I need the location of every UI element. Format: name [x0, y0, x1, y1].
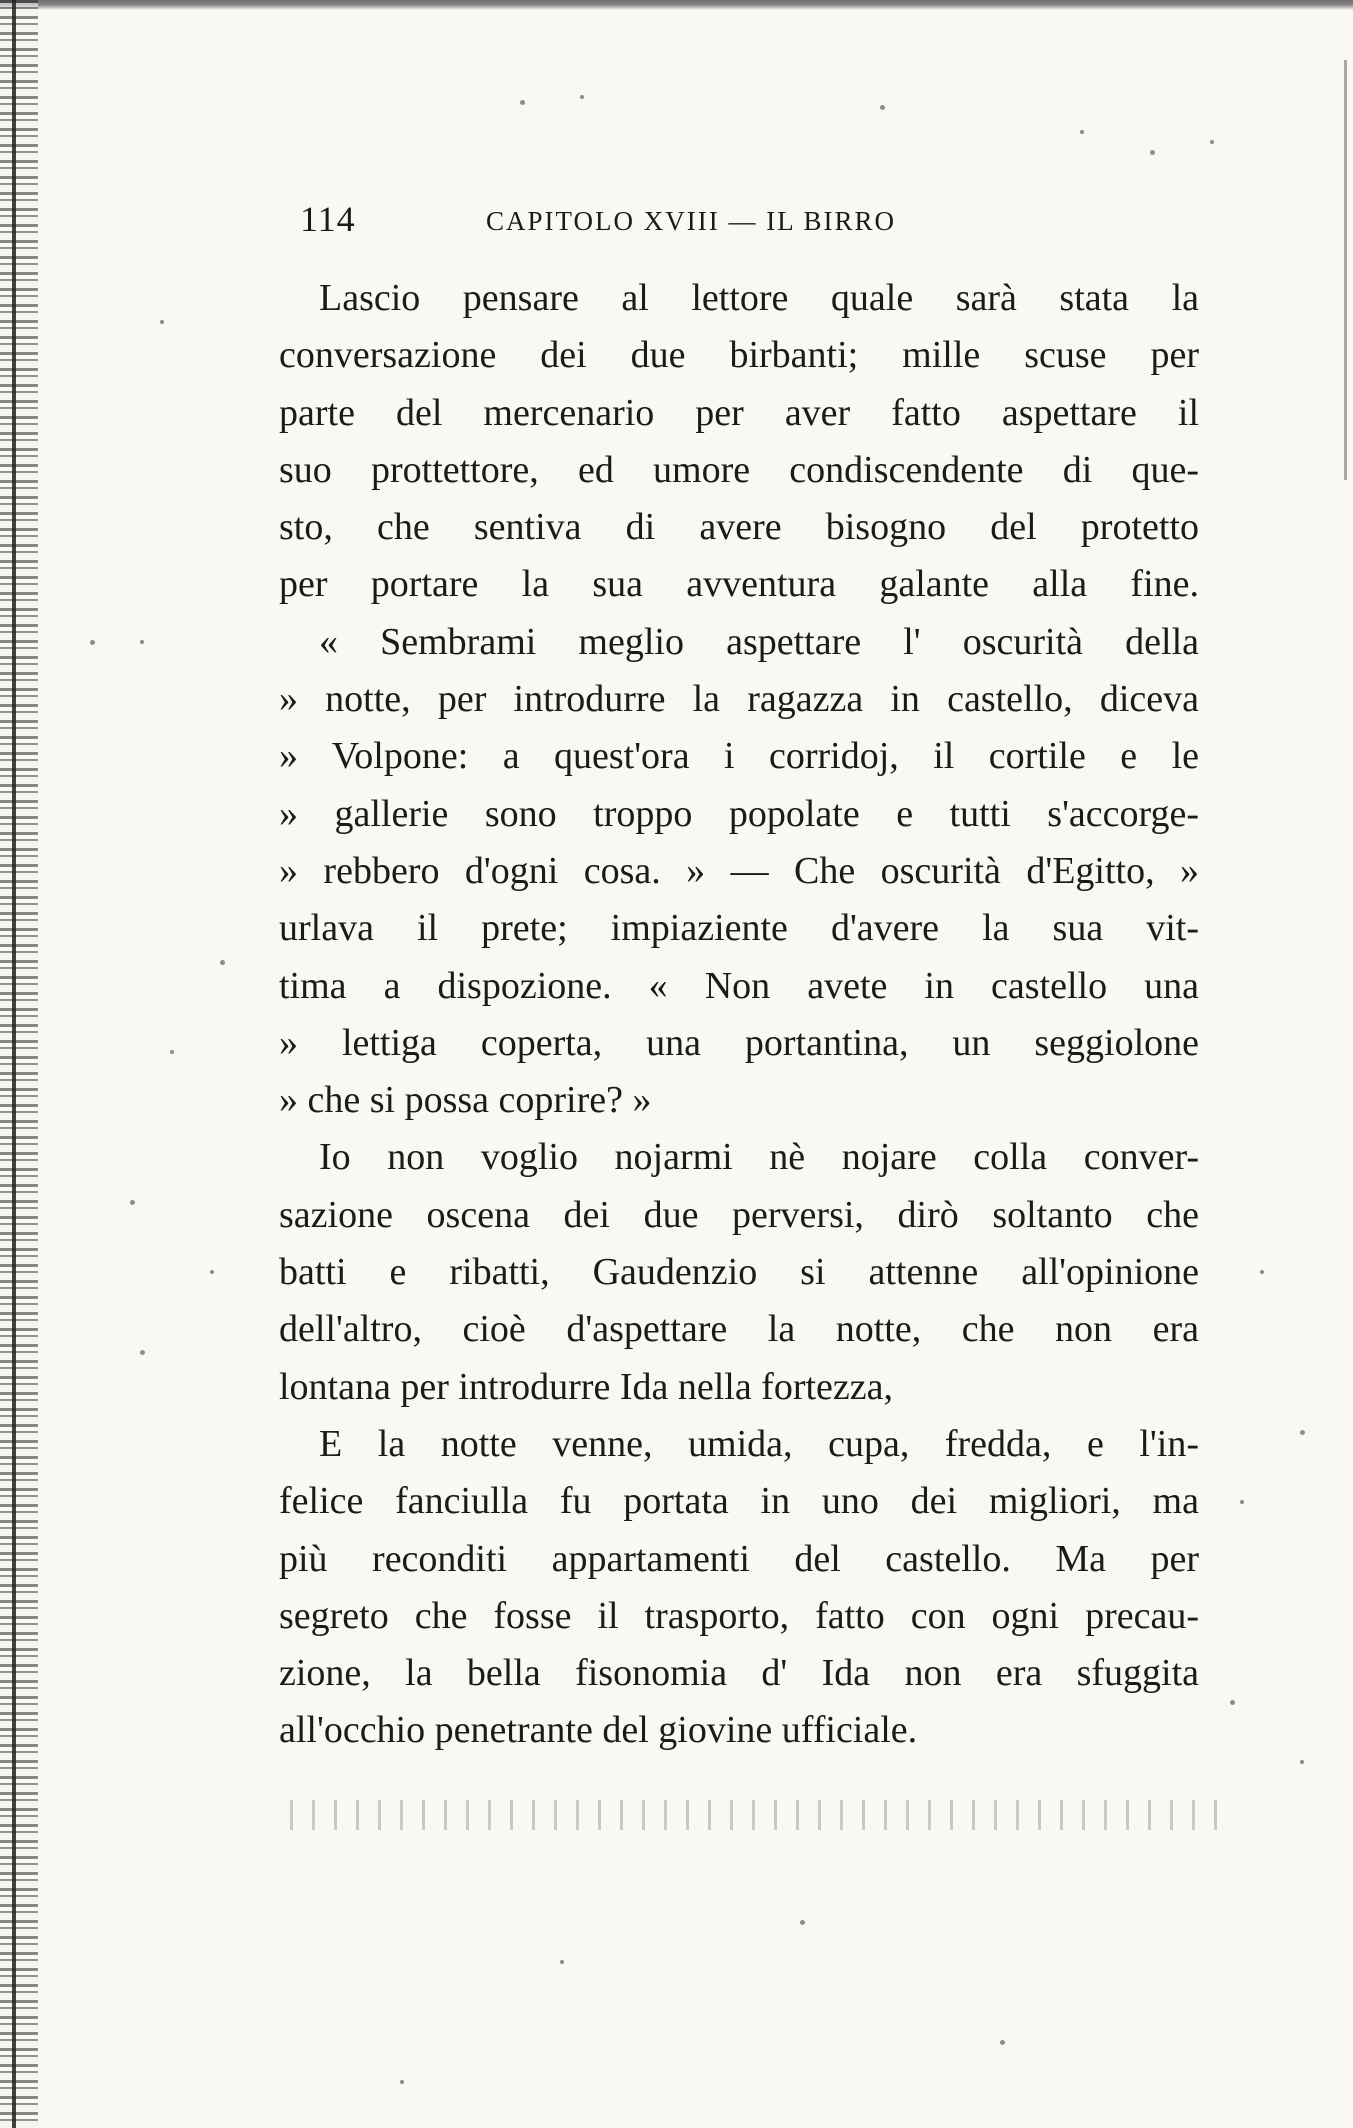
scan-speck: [580, 95, 584, 99]
scan-speck: [1150, 150, 1155, 155]
scan-speck: [400, 2080, 404, 2084]
scan-speck: [1240, 1500, 1244, 1504]
scan-speck: [140, 1350, 145, 1355]
text-line: » rebbero d'ogni cosa. » — Che oscurità d'Egitto, »: [279, 849, 1199, 892]
page-top-edge: [0, 0, 1353, 10]
text-line: per portare la sua avventura galante alla fine.: [279, 563, 1199, 606]
text-line: segreto che fosse il trasporto, fatto con ogni precau-: [279, 1594, 1199, 1637]
text-line: parte del mercenario per aver fatto aspettare il: [279, 391, 1199, 434]
text-line: felice fanciulla fu portata in uno dei migliori, ma: [279, 1480, 1199, 1523]
text-line: tima a dispozione. « Non avete in castello una: [279, 964, 1199, 1007]
page-header: [300, 198, 1240, 248]
scan-speck: [1000, 2040, 1005, 2045]
text-line: suo prottettore, ed umore condiscendente di que-: [279, 448, 1199, 491]
scan-speck: [1080, 130, 1084, 134]
text-line: » gallerie sono troppo popolate e tutti s'accorge-: [279, 792, 1199, 835]
scan-noise-row: [290, 1800, 1230, 1830]
running-head: CAPITOLO XVIII — IL BIRRO: [486, 206, 896, 236]
scan-speck: [520, 100, 525, 105]
text-line: sto, che sentiva di avere bisogno del protetto: [279, 506, 1199, 549]
scan-speck: [880, 105, 885, 110]
text-line: » notte, per introdurre la ragazza in castello, diceva: [279, 678, 1199, 721]
text-line: all'occhio penetrante del giovine ufficiale.: [279, 1709, 918, 1752]
scan-speck: [1210, 140, 1214, 144]
text-line: batti e ribatti, Gaudenzio si attenne all'opinione: [279, 1251, 1199, 1294]
body-text: [279, 270, 1199, 1760]
page-number: 114: [300, 199, 356, 239]
text-line: Lascio pensare al lettore quale sarà stata la: [319, 277, 1199, 319]
scan-speck: [210, 1270, 214, 1274]
page-binding-shadow: [0, 0, 38, 2128]
text-line: » Volpone: a quest'ora i corridoj, il cortile e le: [279, 735, 1199, 778]
scan-speck: [800, 1920, 805, 1925]
text-line: conversazione dei due birbanti; mille scuse per: [279, 334, 1199, 377]
scan-speck: [560, 1960, 564, 1964]
scan-speck: [1230, 1700, 1235, 1705]
text-line: urlava il prete; impiaziente d'avere la sua vit-: [279, 907, 1199, 950]
scan-speck: [1300, 1760, 1304, 1764]
text-line: zione, la bella fisonomia d' Ida non era sfuggita: [279, 1652, 1199, 1695]
scan-speck: [220, 960, 225, 965]
scan-speck: [140, 640, 144, 644]
scan-speck: [1260, 1270, 1264, 1274]
text-line: » lettiga coperta, una portantina, un seggiolone: [279, 1021, 1199, 1064]
page-binding-line: [12, 0, 16, 2128]
text-line: Io non voglio nojarmi nè nojare colla conver-: [319, 1136, 1199, 1179]
scan-speck: [170, 1050, 174, 1054]
scan-speck: [90, 640, 95, 645]
scan-speck: [130, 1200, 135, 1205]
text-line: » che si possa coprire? »: [279, 1079, 652, 1122]
scan-speck: [160, 320, 164, 324]
text-line: più reconditi appartamenti del castello. Ma per: [279, 1537, 1199, 1580]
text-line: lontana per introdurre Ida nella fortezza,: [279, 1365, 894, 1408]
text-line: E la notte venne, umida, cupa, fredda, e l'in-: [319, 1422, 1199, 1465]
scan-speck: [1300, 1430, 1305, 1435]
page-right-edge: [1344, 60, 1347, 480]
text-line: sazione oscena dei due perversi, dirò soltanto che: [279, 1193, 1199, 1236]
text-line: dell'altro, cioè d'aspettare la notte, che non era: [279, 1308, 1199, 1351]
text-line: « Sembrami meglio aspettare l' oscurità della: [319, 620, 1199, 663]
